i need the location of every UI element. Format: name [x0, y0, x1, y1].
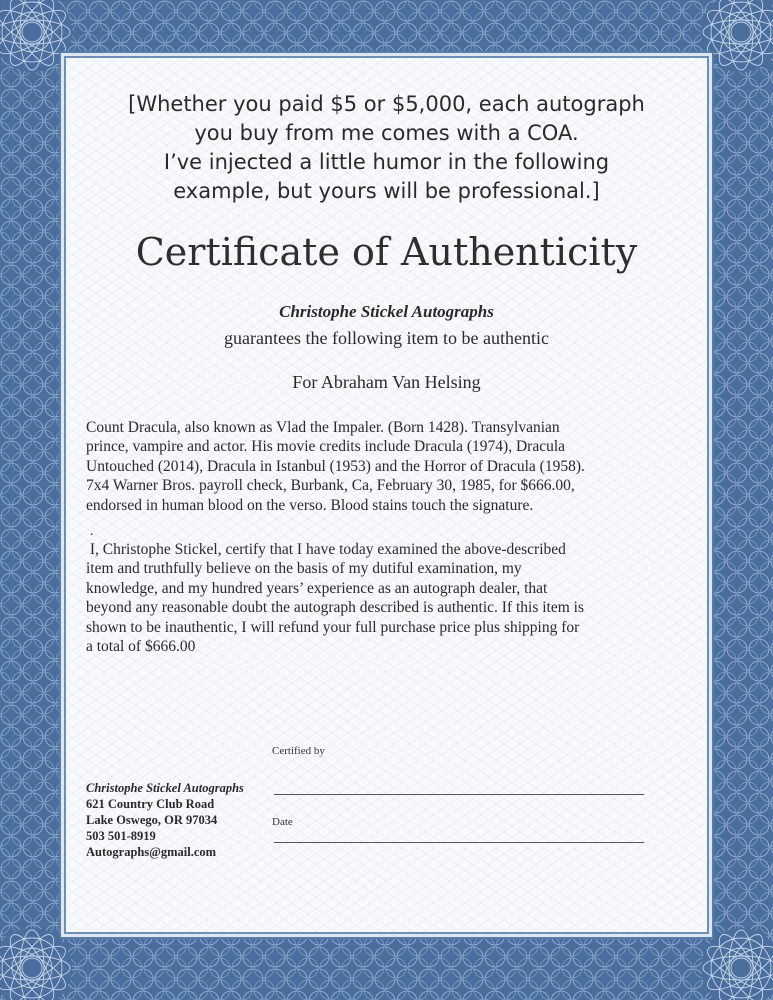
description-line: Untouched (2014), Dracula in Istanbul (1953) and the Horror of Dracula (1958). [86, 457, 585, 475]
certification-line: knowledge, and my hundred years’ experience as an autograph dealer, that [86, 579, 548, 597]
certification-line: item and truthfully believe on the basis of my dutiful examination, my [86, 560, 522, 578]
date-line [274, 842, 644, 843]
intro-note [66, 90, 707, 206]
certification-line: beyond any reasonable doubt the autograph described is authentic. If this item is [86, 599, 585, 617]
address-block [86, 780, 244, 860]
certified-by-label: Certified by [272, 745, 325, 757]
description-line: Count Dracula, also known as Vlad the Impaler. (Born 1428). Transylvanian [86, 419, 560, 436]
certification-line: a total of $666.00 [86, 638, 196, 656]
separator-dot: . [90, 524, 94, 539]
item-description [86, 418, 696, 515]
company-name: Christophe Stickel Autographs [279, 302, 494, 321]
intro-line: I’ve injected a little humor in the following [163, 150, 610, 174]
description-line: 7x4 Warner Bros. payroll check, Burbank, Ca, February 30, 1985, for $666.00, [86, 477, 575, 495]
address-street: 621 Country Club Road [86, 797, 215, 811]
intro-line: [Whether you paid $5 or $5,000, each autograph [128, 92, 645, 116]
address-email: Autographs@gmail.com [86, 845, 217, 859]
certification-line: shown to be inauthentic, I will refund your full purchase price plus shipping for [86, 618, 580, 636]
address-phone: 503 501-8919 [86, 829, 156, 843]
description-line: prince, vampire and actor. His movie credits include Dracula (1974), Dracula [86, 438, 566, 456]
date-label: Date [272, 816, 293, 828]
description-line: endorsed in human blood on the verso. Blood stains touch the signature. [86, 496, 534, 514]
certification-statement [86, 540, 701, 656]
guarantee-line: guarantees the following item to be authentic [224, 328, 549, 348]
recipient-line: For Abraham Van Helsing [292, 372, 481, 392]
certification-line: I, Christophe Stickel, certify that I have today examined the above-described [86, 541, 566, 558]
address-company: Christophe Stickel Autographs [86, 781, 244, 795]
address-city: Lake Oswego, OR 97034 [86, 813, 218, 827]
certificate-body [66, 58, 707, 932]
intro-line: you buy from me comes with a COA. [194, 121, 579, 145]
intro-line: example, but yours will be professional.] [173, 179, 600, 203]
certificate-title: Certificate of Authenticity [135, 230, 638, 274]
signature-line [274, 794, 644, 795]
